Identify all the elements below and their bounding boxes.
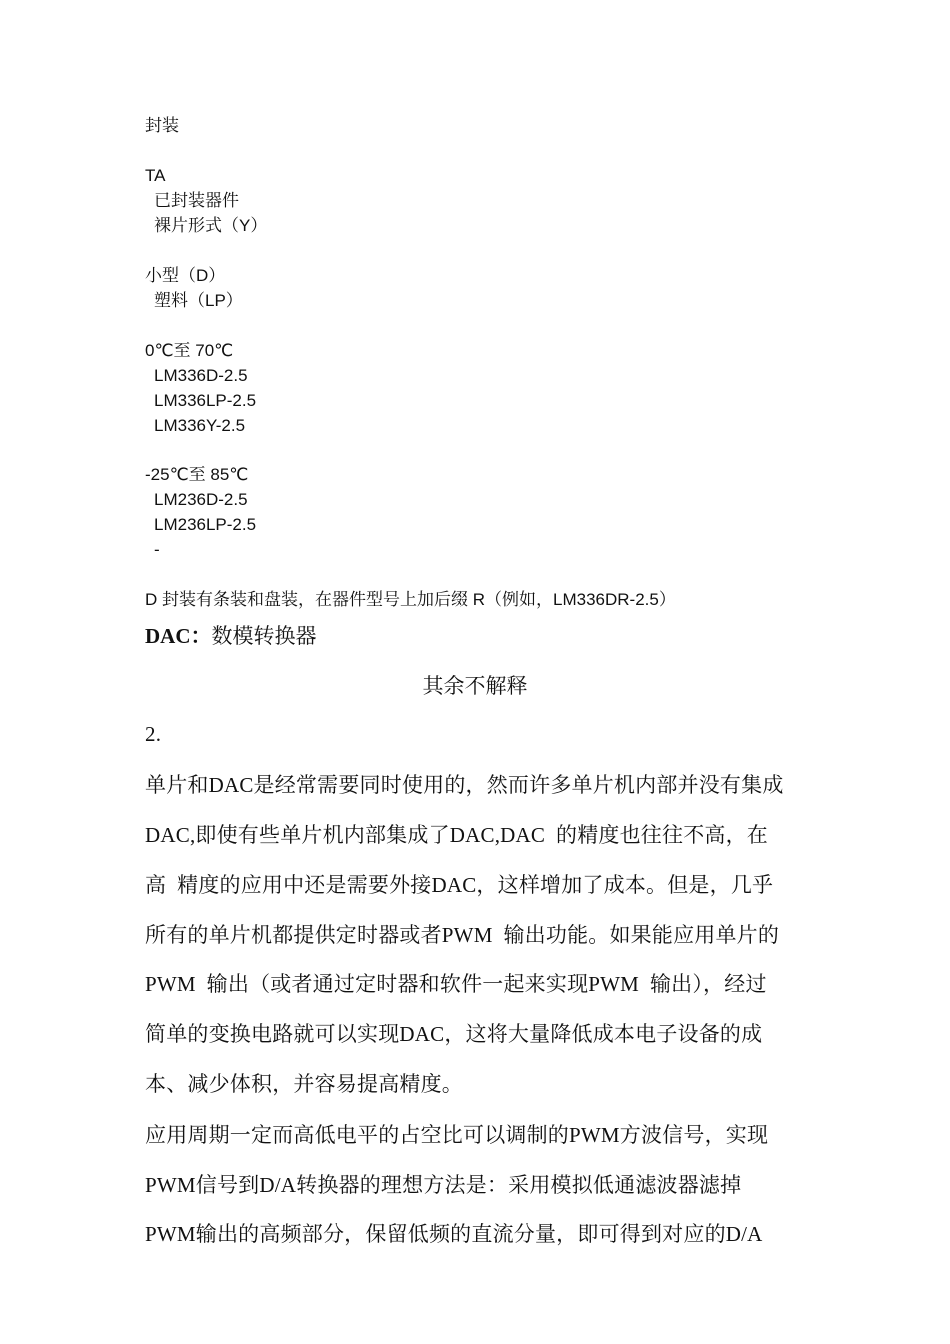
packaged-devices-label: 已封装器件 <box>154 191 239 210</box>
paragraph-line: DAC,即使有些单片机内部集成了DAC,DAC 的精度也往往不高，在 <box>145 823 769 847</box>
paragraph-line: 本、减少体积，并容易提高精度。 <box>145 1072 463 1096</box>
heading-bold: DAC： <box>145 624 212 648</box>
package-label: 封装 <box>145 116 179 135</box>
section-number: 2. <box>145 722 162 746</box>
centered-remark: 其余不解释 <box>422 674 528 698</box>
temp-range-1: 0℃至 70℃ <box>145 341 234 360</box>
paragraph-line: 应用周期一定而高低电平的占空比可以调制的PWM方波信号，实现 <box>145 1123 769 1147</box>
paragraph-line: PWM信号到D/A转换器的理想方法是：采用模拟低通滤波器滤掉 <box>145 1173 742 1197</box>
heading-rest: 数模转换器 <box>211 624 317 648</box>
packaging-note: D 封装有条装和盘装，在器件型号上加后缀 R（例如，LM336DR-2.5） <box>145 590 676 609</box>
small-outline-label: 小型（D） <box>145 266 226 285</box>
section-heading <box>145 620 317 650</box>
paragraph-line: 所有的单片机都提供定时器或者PWM 输出功能。如果能应用单片的 <box>145 923 780 947</box>
paragraph-line: 单片和DAC是经常需要同时使用的，然而许多单片机内部并没有集成 <box>145 773 784 797</box>
paragraph-line: PWM 输出（或者通过定时器和软件一起来实现PWM 输出），经过 <box>145 972 767 996</box>
paragraph-line: PWM输出的高频部分，保留低频的直流分量，即可得到对应的D/A <box>145 1222 763 1246</box>
part-number: LM236D-2.5 <box>154 490 248 509</box>
paragraph-line: 高 精度的应用中还是需要外接DAC，这样增加了成本。但是，几乎 <box>145 873 774 897</box>
plastic-label: 塑料（LP） <box>154 291 243 310</box>
part-number: LM236LP-2.5 <box>154 515 257 534</box>
chip-form-label: 裸片形式（Y） <box>154 216 268 235</box>
part-number: LM336D-2.5 <box>154 366 248 385</box>
part-number: LM336LP-2.5 <box>154 391 257 410</box>
part-number: - <box>154 540 160 559</box>
part-number: LM336Y-2.5 <box>154 416 246 435</box>
temp-range-2: -25℃至 85℃ <box>145 465 249 484</box>
paragraph-line: 简单的变换电路就可以实现DAC，这将大量降低成本电子设备的成 <box>145 1022 763 1046</box>
ta-label: TA <box>145 166 166 185</box>
